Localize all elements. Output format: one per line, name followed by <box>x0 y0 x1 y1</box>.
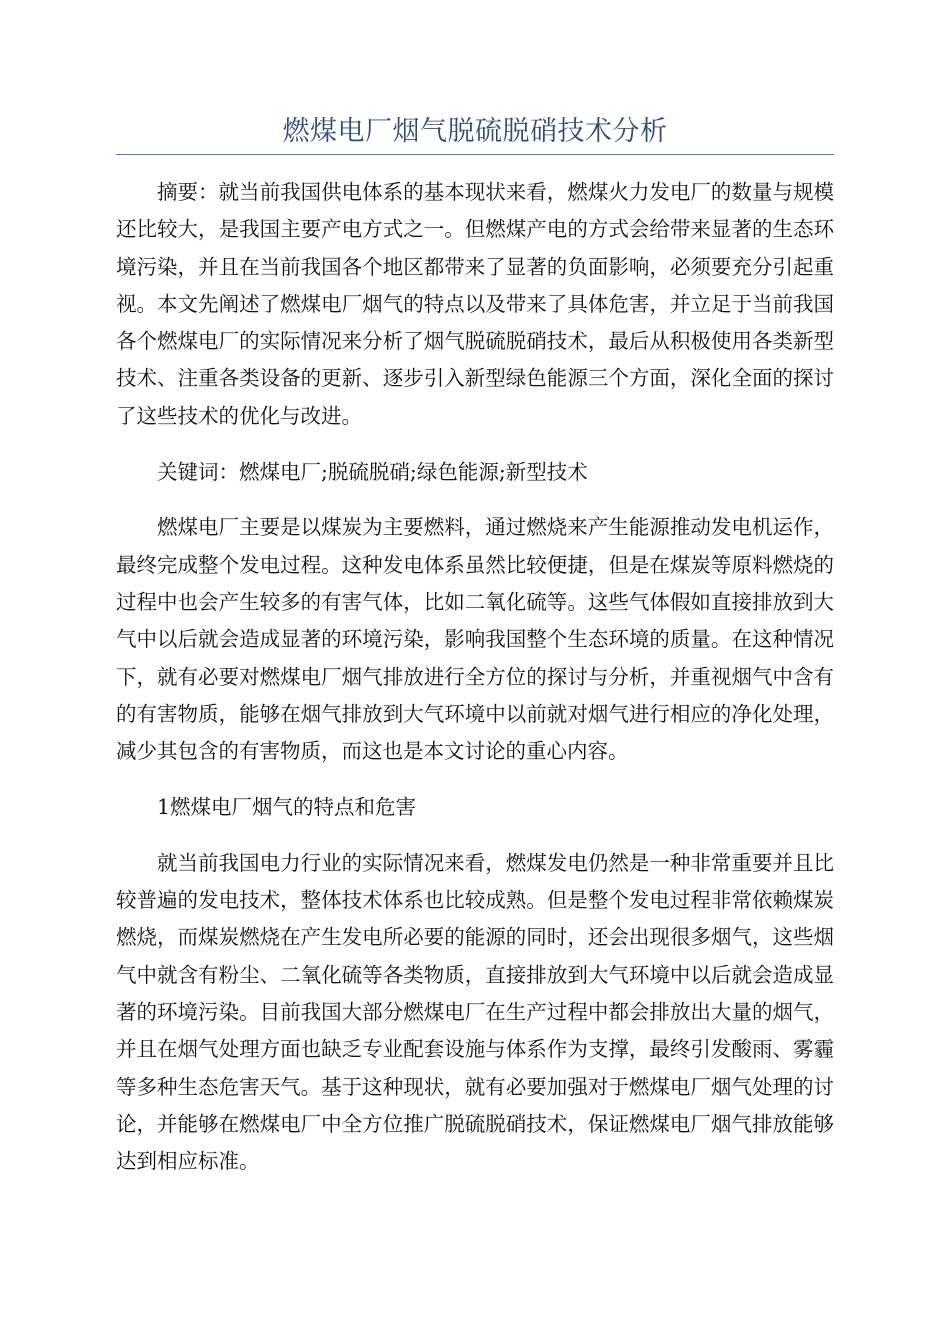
abstract-paragraph: 摘要：就当前我国供电体系的基本现状来看，燃煤火力发电厂的数量与规模还比较大，是我国主要产电方式之一。但燃煤产电的方式会给带来显著的生态环境污染，并且在当前我国各个地区都带来了显著的负面影响，必须要充分引起重视。本文先阐述了燃煤电厂烟气的特点以及带来了具体危害，并立足于当前我国各个燃煤电厂的实际情况来分析了烟气脱硫脱硝技术，最后从积极使用各类新型技术、注重各类设备的更新、逐步引入新型绿色能源三个方面，深化全面的探讨了这些技术的优化与改进。 <box>116 180 834 428</box>
title-underline <box>116 154 834 155</box>
intro-paragraph: 燃煤电厂主要是以煤炭为主要燃料，通过燃烧来产生能源推动发电机运作，最终完成整个发电过程。这种发电体系虽然比较便捷，但是在煤炭等原料燃烧的过程中也会产生较多的有害气体，比如二氧化硫等。这些气体假如直接排放到大气中以后就会造成显著的环境污染，影响我国整个生态环境的质量。在这种情况下，就有必要对燃煤电厂烟气排放进行全方位的探讨与分析，并重视烟气中含有的有害物质，能够在烟气排放到大气环境中以前就对烟气进行相应的净化处理，减少其包含的有害物质，而这也是本文讨论的重心内容。 <box>116 515 834 764</box>
document-body <box>116 174 834 1199</box>
document-title: 燃煤电厂烟气脱硫脱硝技术分析 <box>282 116 668 147</box>
section-heading: 1燃煤电厂烟气的特点和危害 <box>157 795 417 820</box>
keywords-paragraph: 关键词：燃煤电厂;脱硫脱硝;绿色能源;新型技术 <box>157 460 588 485</box>
section-paragraph: 就当前我国电力行业的实际情况来看，燃煤发电仍然是一种非常重要并且比较普遍的发电技术，整体技术体系也比较成熟。但是整个发电过程非常依赖煤炭燃烧，而煤炭燃烧在产生发电所必要的能源的同时，还会出现很多烟气，这些烟气中就含有粉尘、二氧化硫等各类物质，直接排放到大气环境中以后就会造成显著的环境污染。目前我国大部分燃煤电厂在生产过程中都会排放出大量的烟气，并且在烟气处理方面也缺乏专业配套设施与体系作为支撑，最终引发酸雨、雾霾等多种生态危害天气。基于这种现状，就有必要加强对于燃煤电厂烟气处理的讨论，并能够在燃煤电厂中全方位推广脱硫脱硝技术，保证燃煤电厂烟气排放能够达到相应标准。 <box>116 850 834 1174</box>
